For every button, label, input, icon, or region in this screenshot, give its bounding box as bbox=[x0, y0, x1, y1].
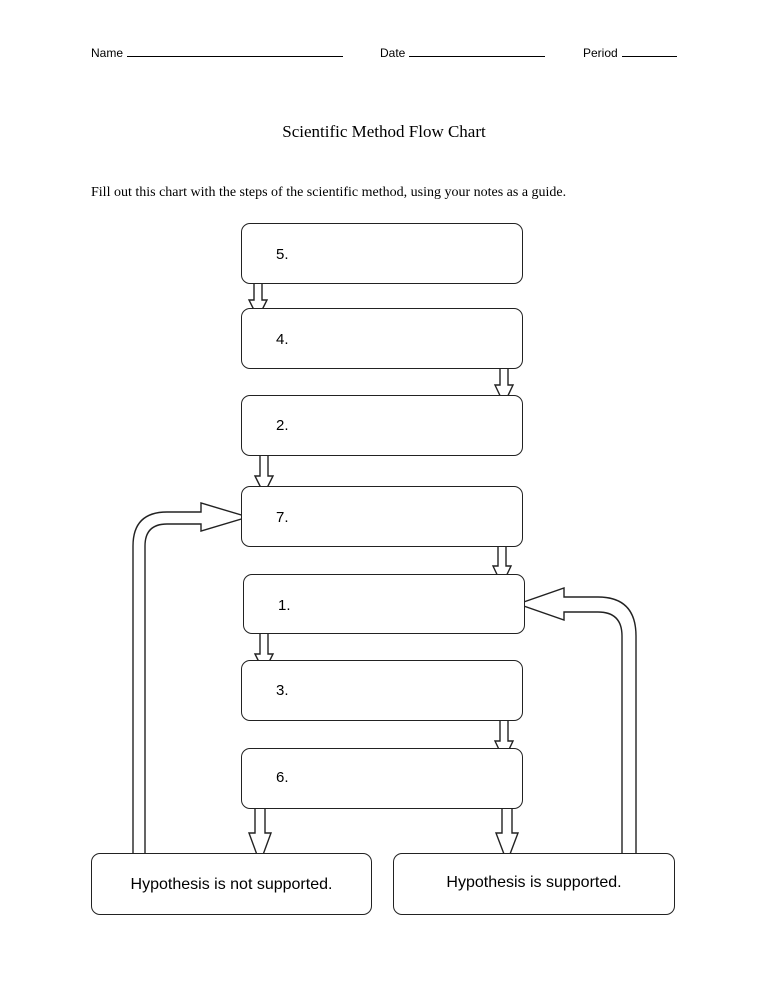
curved-arrow-icon bbox=[133, 503, 248, 859]
outcome-supported-box[interactable] bbox=[393, 853, 675, 915]
step-box[interactable] bbox=[241, 660, 523, 721]
step-number: 5. bbox=[276, 246, 289, 263]
step-number: 2. bbox=[276, 417, 289, 434]
step-box[interactable] bbox=[241, 748, 523, 809]
step-box[interactable] bbox=[241, 486, 523, 547]
outcome-not-supported-box[interactable] bbox=[91, 853, 372, 915]
page-title: Scientific Method Flow Chart bbox=[282, 122, 486, 141]
step-number: 7. bbox=[276, 509, 289, 526]
instructions: Fill out this chart with the steps of the scientific method, using your notes as a guide. bbox=[91, 185, 567, 200]
outcome-not-supported-label: Hypothesis is not supported. bbox=[130, 876, 333, 893]
step-number: 1. bbox=[278, 597, 291, 614]
name-label: Name bbox=[91, 46, 124, 60]
outcome-supported-label: Hypothesis is supported. bbox=[446, 874, 622, 891]
period-label: Period bbox=[583, 46, 618, 60]
step-box[interactable] bbox=[241, 395, 523, 456]
step-box[interactable] bbox=[241, 223, 523, 284]
step-box[interactable] bbox=[243, 574, 525, 634]
step-number: 3. bbox=[276, 682, 289, 699]
date-label: Date bbox=[380, 46, 406, 60]
curved-arrow-icon bbox=[518, 588, 636, 859]
step-number: 6. bbox=[276, 769, 289, 786]
step-number: 4. bbox=[276, 331, 289, 348]
step-box[interactable] bbox=[241, 308, 523, 369]
